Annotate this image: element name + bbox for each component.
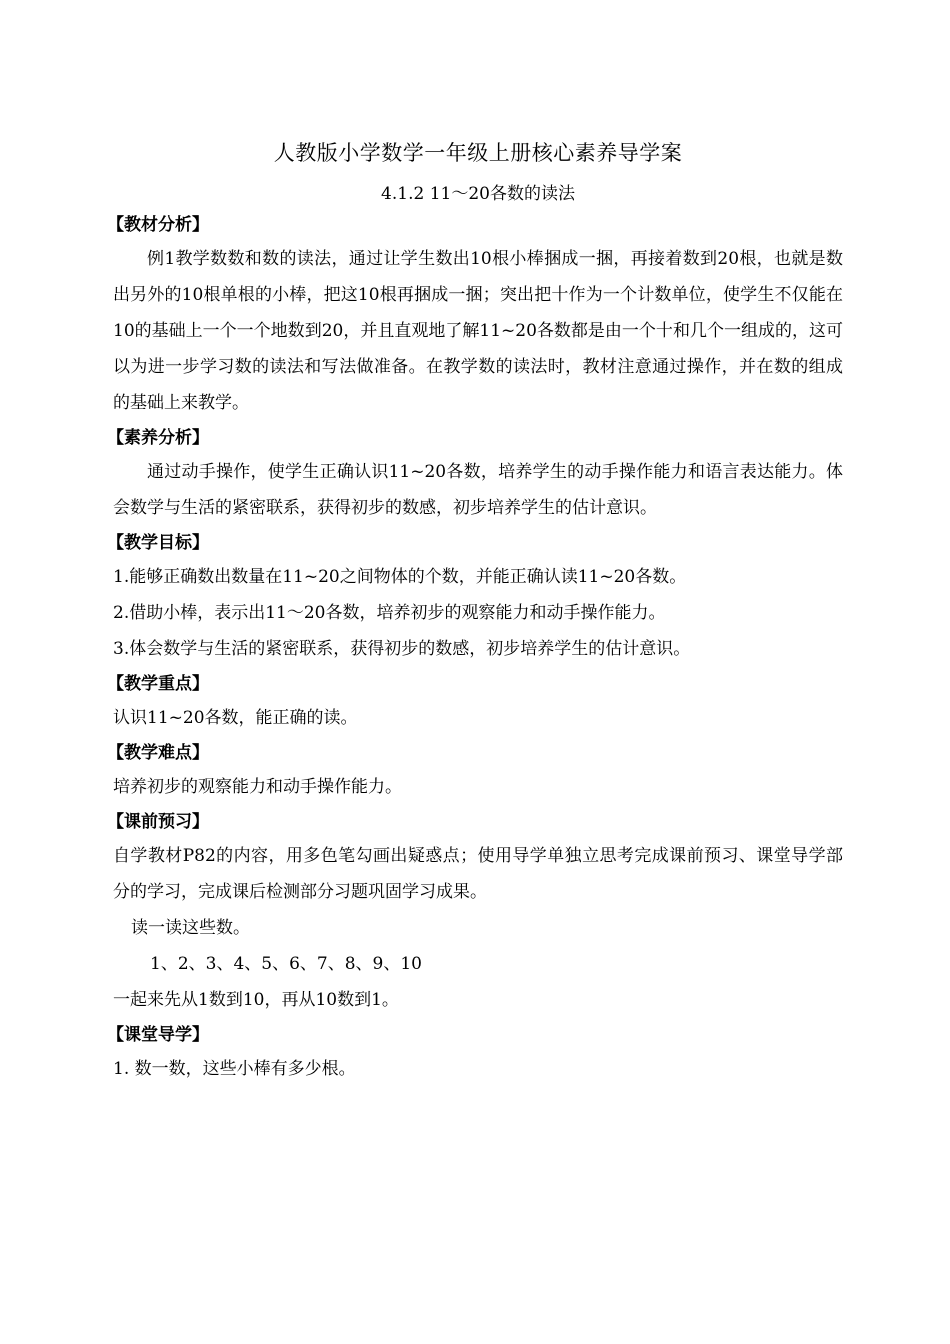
preview-paragraph: 自学教材P82的内容，用多色笔勾画出疑惑点；使用导学单独立思考完成课前预习、课堂导学部分的学习，完成课后检测部分习题巩固学习成果。 — [113, 846, 843, 902]
section-heading-literacy: 【素养分析】 — [107, 428, 209, 448]
section-heading-analysis: 【教材分析】 — [107, 215, 209, 235]
counting-instruction: 一起来先从1数到10，再从10数到1。 — [113, 990, 399, 1010]
literacy-paragraph: 通过动手操作，使学生正确认识11~20各数，培养学生的动手操作能力和语言表达能力。体会数学与生活的紧密联系，获得初步的数感，初步培养学生的估计意识。 — [113, 462, 843, 518]
section-heading-key-point: 【教学重点】 — [107, 674, 209, 694]
goal-item-1: 1.能够正确数出数量在11~20之间物体的个数，并能正确认读11~20各数。 — [113, 567, 687, 587]
section-heading-preview: 【课前预习】 — [107, 812, 209, 832]
section-heading-goals: 【教学目标】 — [107, 533, 209, 553]
goal-item-3: 3.体会数学与生活的紧密联系，获得初步的数感，初步培养学生的估计意识。 — [113, 639, 691, 659]
lesson-subtitle: 4.1.2 11～20各数的读法 — [381, 184, 575, 204]
section-heading-difficulty: 【教学难点】 — [107, 743, 209, 763]
document-title: 人教版小学数学一年级上册核心素养导学案 — [273, 141, 683, 165]
number-sequence: 1、2、3、4、5、6、7、8、9、10 — [150, 954, 422, 974]
analysis-paragraph: 例1教学数数和数的读法，通过让学生数出10根小棒捆成一捆，再接着数到20根，也就是数出另外的10根单根的小棒，把这10根再捆成一捆；突出把十作为一个计数单位，使学生不仅能在10的基础上一个一个地数到20，并且直观地了解11~20各数都是由一个十和几个一组成的，这可以为进一步学习数的读法和写法做准备。在教学数的读法时，教材注意通过操作，并在数的组成的基础上来教学。 — [113, 249, 843, 413]
section-heading-classroom: 【课堂导学】 — [107, 1025, 209, 1045]
preview-prompt: 读一读这些数。 — [131, 918, 250, 938]
key-point-text: 认识11~20各数，能正确的读。 — [113, 708, 358, 728]
difficulty-text: 培养初步的观察能力和动手操作能力。 — [113, 777, 402, 797]
document-page — [107, 130, 843, 1087]
goal-item-2: 2.借助小棒，表示出11～20各数，培养初步的观察能力和动手操作能力。 — [113, 603, 666, 623]
classroom-item-1: 1. 数一数，这些小棒有多少根。 — [113, 1059, 356, 1079]
